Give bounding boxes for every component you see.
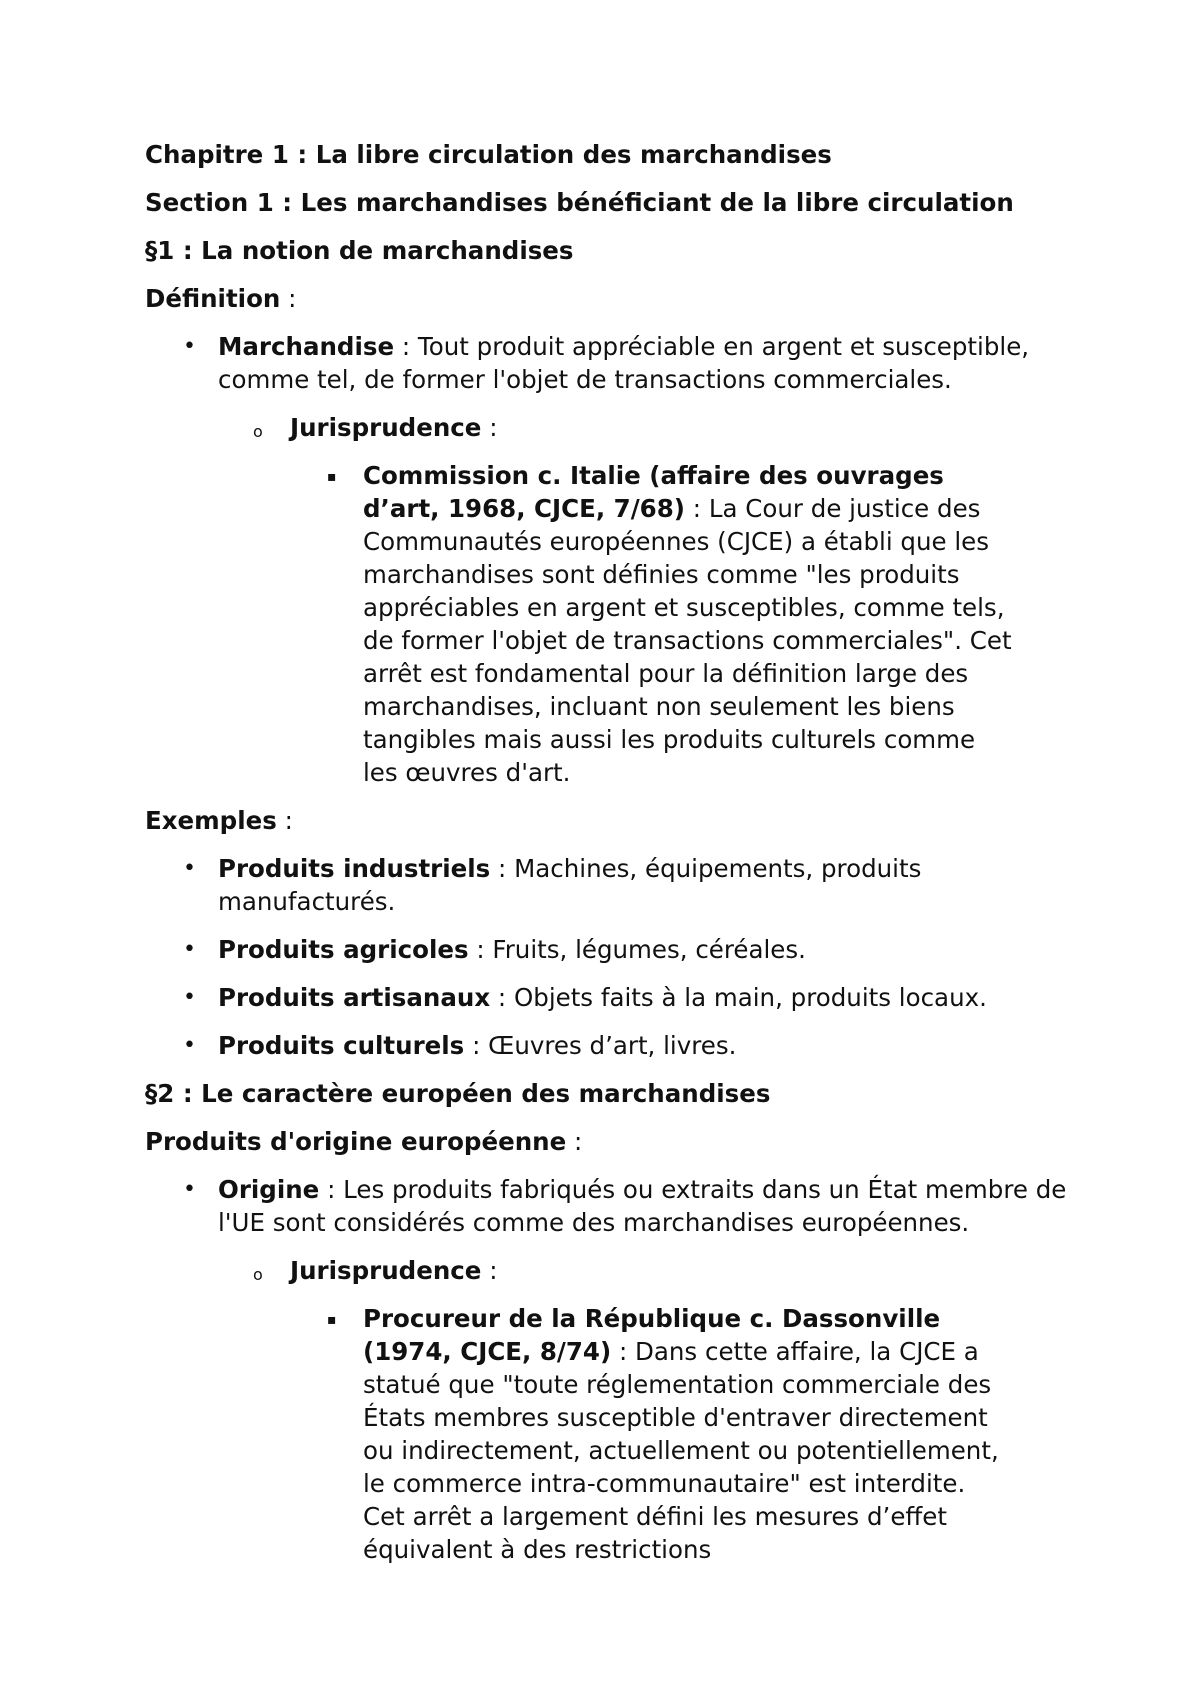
list-item-jurisprudence-2: o Jurisprudence : [145,1254,1075,1287]
definition-term: Marchandise [218,332,395,361]
circle-bullet-icon: o [253,422,263,441]
origin-heading: Produits d'origine européenne : [145,1127,583,1156]
list-item-example: • Produits agricoles : Fruits, légumes, céréales. [183,935,806,964]
subsection-title-1: §1 : La notion de marchandises [145,236,574,265]
subsection-title-2: §2 : Le caractère européen des marchandises [145,1079,771,1108]
list-item-definition: • Marchandise : Tout produit appréciable en argent et susceptible, comme tel, de former l'objet de transactions commerciales. [183,332,1030,394]
jurisprudence-label: Jurisprudence [290,413,482,442]
jurisprudence-label: Jurisprudence [290,1256,482,1285]
examples-heading: Exemples : [145,806,293,835]
circle-bullet-icon: o [253,1265,263,1284]
case-text: La Cour de justice des Communautés européennes (CJCE) a établi que les marchandises sont définies comme "les produits appréciables en argent et susceptibles, comme tels, de former l'objet de transactions commerciales". Cet arrêt est fondamental pour la définition large des marchandises, incluant non seulement les biens tangibles mais aussi les produits culturels comme les œuvres d'art. [363,494,1012,787]
case-name: Procureur de la République c. Dassonville (1974, CJCE, 8/74) [363,1304,941,1366]
list-item-example: • Produits artisanaux : Objets faits à la main, produits locaux. [183,983,987,1012]
bullet-icon: • [183,334,196,359]
square-bullet-icon: ▪ [327,1312,337,1328]
case-text: Dans cette affaire, la CJCE a statué que "toute réglementation commerciale des États membres susceptible d'entraver directement ou indirectement, actuellement ou potentiellement, le commerce intra-communautaire" est interdite. Cet arrêt a largement défini les mesures d’effet équivalent à des restrictions [363,1337,999,1564]
bullet-icon: • [183,1033,196,1058]
bullet-icon: • [183,1177,196,1202]
case-name: Commission c. Italie (affaire des ouvrages d’art, 1968, CJCE, 7/68) [363,461,944,523]
bullet-icon: • [183,856,196,881]
section-title: Section 1 : Les marchandises bénéficiant de la libre circulation [145,188,1014,217]
list-item-case-dassonville: ▪ Procureur de la République c. Dassonville (1974, CJCE, 8/74) : Dans cette affaire, la CJCE a statué que "toute réglementation commerciale des États membres susceptible d'entraver directement ou indirectement, actuellement ou potentiellement, le commerce intra-communautaire" est interdite. Cet arrêt a largement défini les mesures d’effet équivalent à des restrictions [327,1304,999,1564]
chapter-title: Chapitre 1 : La libre circulation des marchandises [145,140,832,169]
list-item-origin: • Origine : Les produits fabriqués ou extraits dans un État membre de l'UE sont considérés comme des marchandises européennes. [183,1175,1067,1237]
list-item-jurisprudence-1: o Jurisprudence : [145,411,1075,444]
square-bullet-icon: ▪ [327,469,337,485]
list-item-example: • Produits culturels : Œuvres d’art, livres. [183,1031,737,1060]
list-item-case-commission-italie: ▪ Commission c. Italie (affaire des ouvrages d’art, 1968, CJCE, 7/68) : La Cour de justice des Communautés européennes (CJCE) a établi que les marchandises sont définies comme "les produits appréciables en argent et susceptibles, comme tels, de former l'objet de transactions commerciales". Cet arrêt est fondamental pour la définition large des marchandises, incluant non seulement les biens tangibles mais aussi les produits culturels comme les œuvres d'art. [327,461,1012,787]
list-item-example: • Produits industriels : Machines, équipements, produits manufacturés. [183,854,922,916]
definition-text: Tout produit appréciable en argent et susceptible, comme tel, de former l'objet de transactions commerciales. [218,332,1030,394]
definition-heading: Définition : [145,284,297,313]
bullet-icon: • [183,937,196,962]
bullet-icon: • [183,985,196,1010]
document-page [145,138,1075,1581]
